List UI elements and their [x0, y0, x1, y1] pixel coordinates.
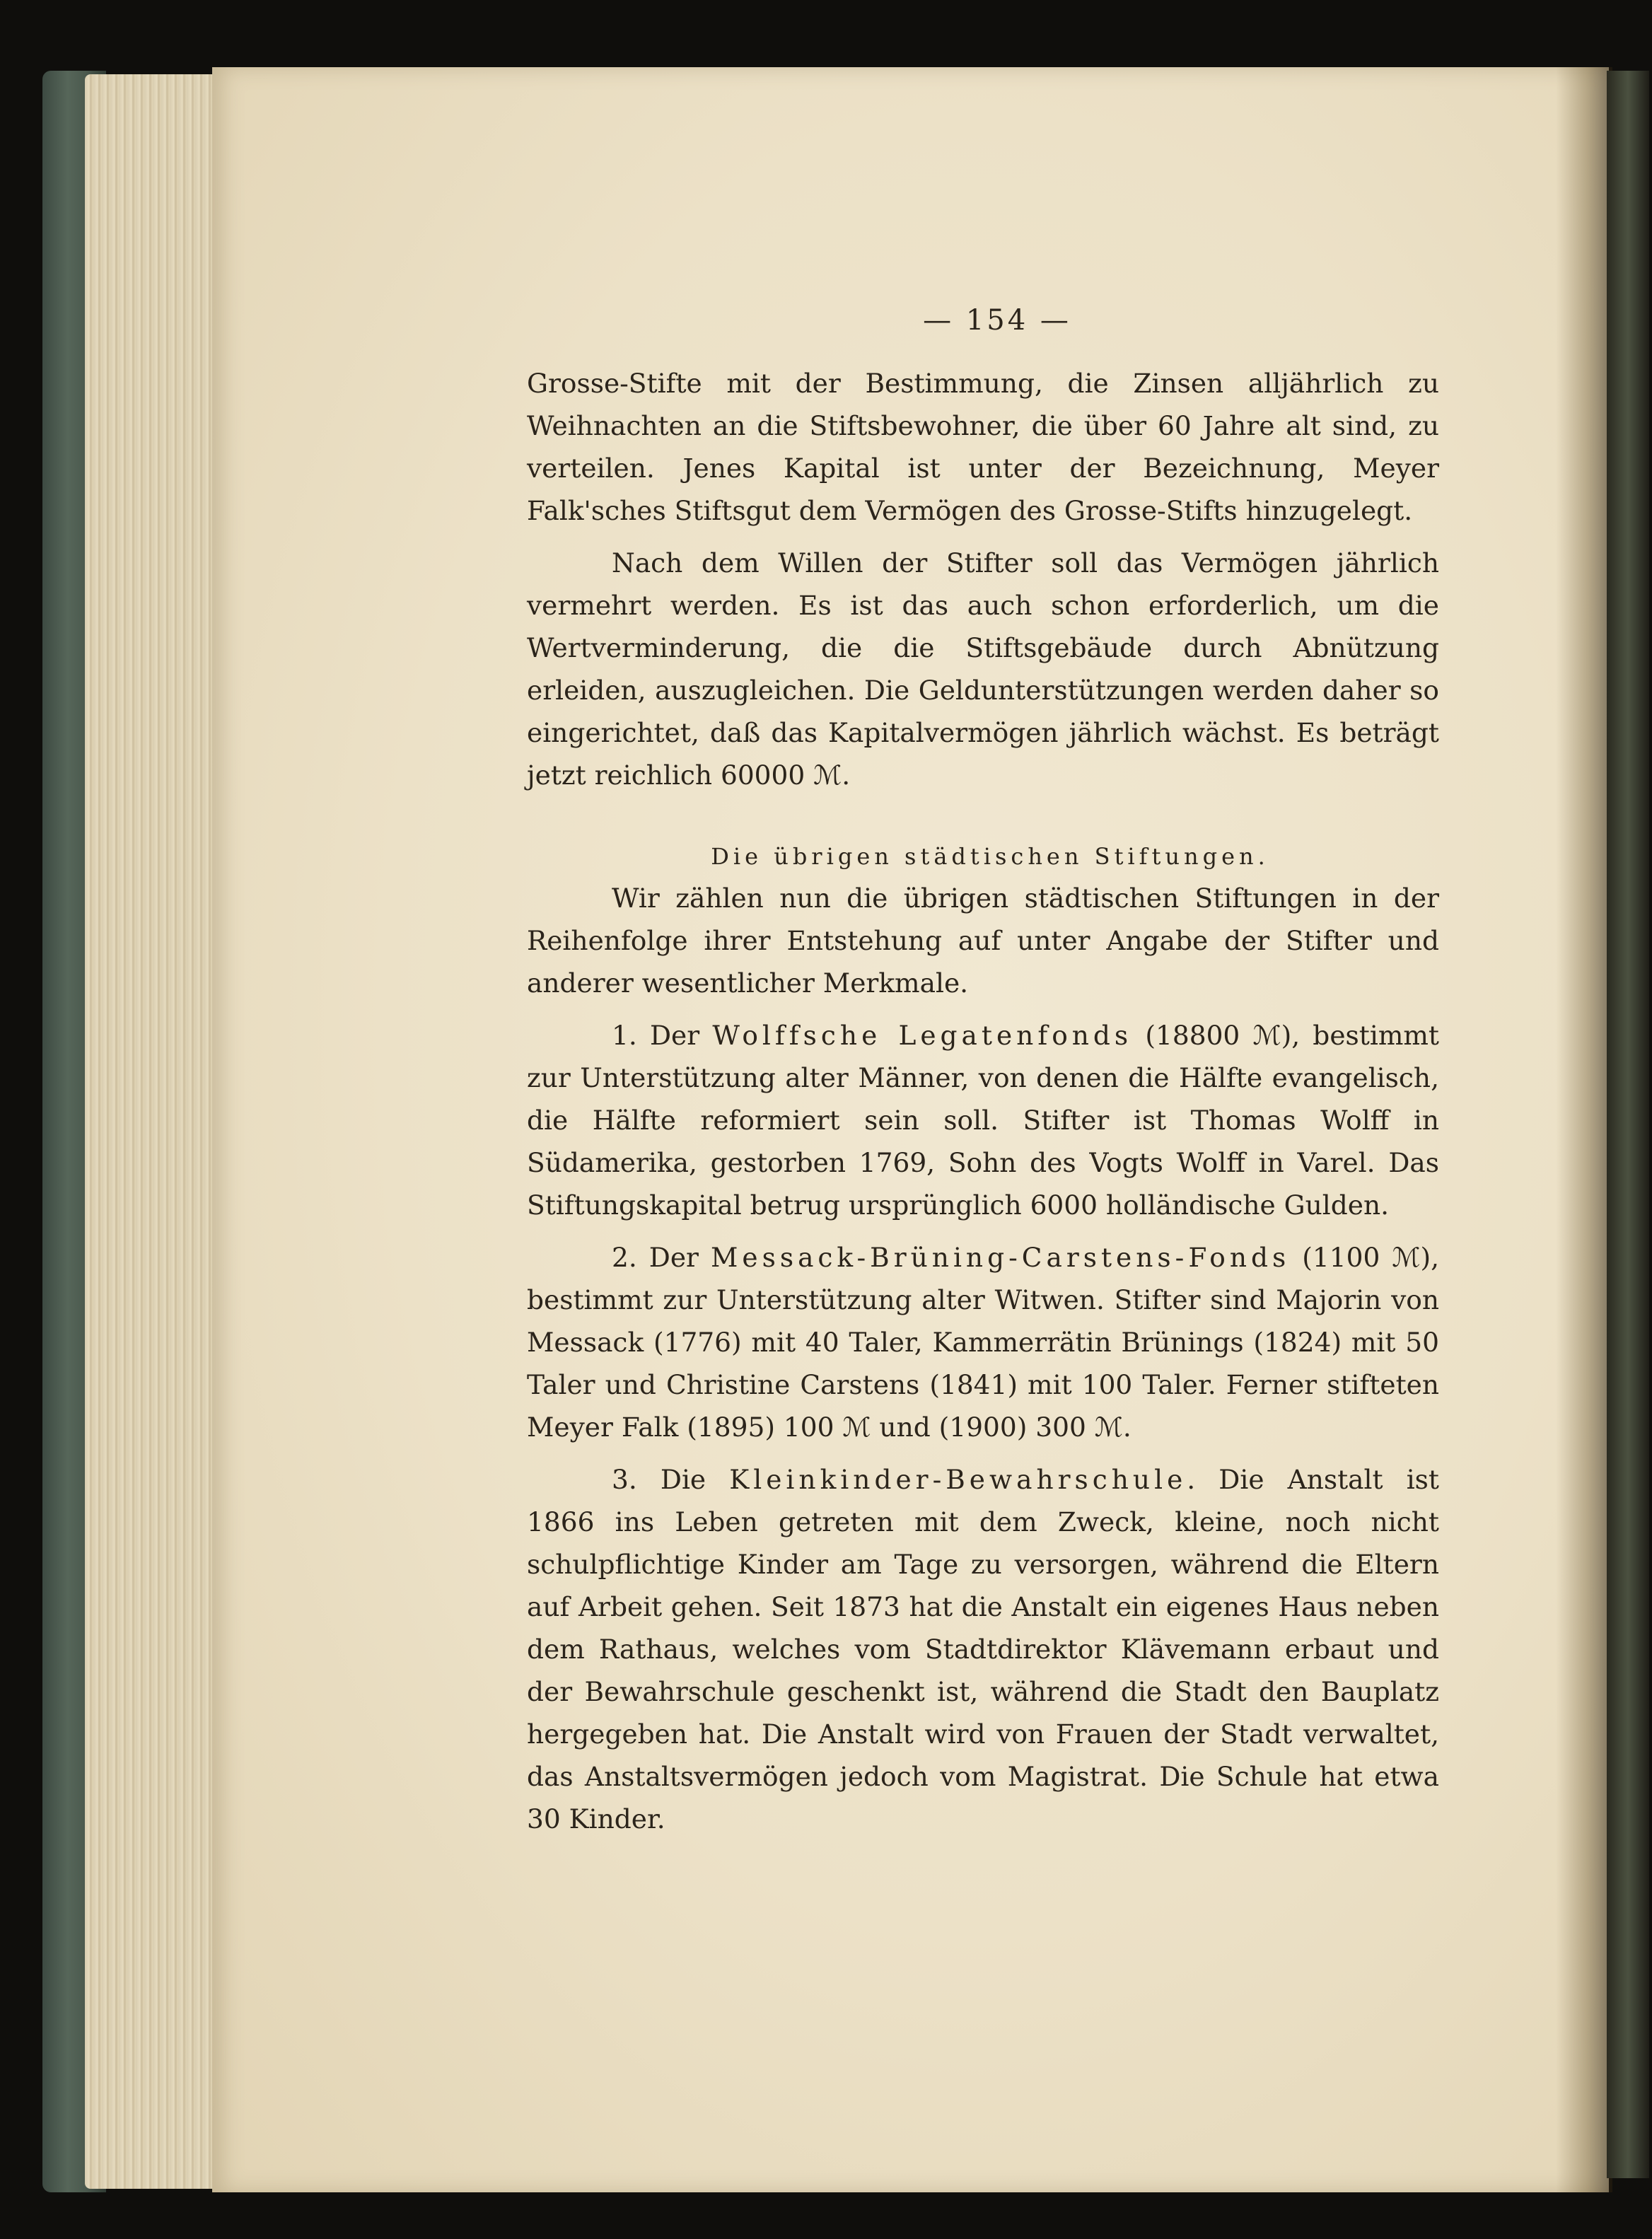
paragraph-grosse-stifte: Grosse-Stifte mit der Bestimmung, die Zinsen alljährlich zu Weihnachten an die Stiftsbewohner, die über 60 Jahre alt sind, zu verteilen. Jenes Kapital ist unter der Bezeichnung, Meyer Falk'sches Stiftsgut dem Vermögen des Grosse-Stifts hinzugelegt.	[527, 368, 1439, 526]
entry-lead: 1. Der	[612, 1020, 713, 1051]
page-gutter-shadow	[1556, 67, 1612, 2192]
entry-lead: 3. Die	[612, 1464, 730, 1495]
entry-title: Kleinkinder-Bewahrschule	[729, 1464, 1187, 1495]
entry-body: . Die Anstalt ist 1866 ins Leben getreten mit dem Zweck, kleine, noch nicht schulpflichtige Kinder am Tage zu versorgen, während die Eltern auf Arbeit gehen. Seit 1873 hat die Anstalt ein eigenes Haus neben dem Rathaus, welches vom Stadtdirektor Klävemann erbaut und der Bewahrschule geschenkt ist, während die Stadt den Bauplatz hergegeben hat. Die Anstalt wird von Frauen der Stadt verwaltet, das Anstaltsvermögen jedoch vom Magistrat. Die Schule hat etwa 30 Kinder.	[527, 1464, 1439, 1834]
paragraph-intro-stiftungen: Wir zählen nun die übrigen städtischen Stiftungen in der Reihenfolge ihrer Entstehung auf unter Angabe der Stifter und anderer wesentlicher Merkmale.	[527, 883, 1439, 999]
paragraph-stiftsvermoegen: Nach dem Willen der Stifter soll das Vermögen jährlich vermehrt werden. Es ist das auch schon erforderlich, um die Wertverminderung, die die Stiftsgebäude durch Abnützung erleiden, auszugleichen. Die Geldunterstützungen werden daher so eingerichtet, daß das Kapitalvermögen jährlich wächst. Es beträgt jetzt reichlich 60000 ℳ.	[527, 547, 1439, 791]
paragraph-wolffsche-legatenfonds	[527, 1014, 1439, 1226]
page-edges-stack	[85, 74, 226, 2189]
entry-lead: 2. Der	[612, 1242, 711, 1273]
paragraph-messack-fonds	[527, 1236, 1439, 1448]
book-cover-right-edge	[1607, 71, 1649, 2178]
page-text-block	[527, 304, 1439, 1840]
page-number: — 154 —	[923, 304, 1071, 337]
entry-body: (18800 ℳ), bestimmt zur Unterstützung alter Männer, von denen die Hälfte evangelisch, die Hälfte reformiert sein soll. Stifter ist Thomas Wolff in Südamerika, gestorben 1769, Sohn des Vogts Wolff in Varel. Das Stiftungskapital betrug ursprünglich 6000 holländische Gulden.	[527, 1020, 1440, 1221]
section-heading: Die übrigen städtischen Stiftungen.	[711, 843, 1269, 870]
entry-title: Wolffsche Legatenfonds	[712, 1020, 1133, 1051]
entry-title: Messack-Brüning-Carstens-Fonds	[710, 1242, 1291, 1273]
paragraph-kleinkinder-bewahrschule	[527, 1458, 1439, 1840]
entry-body: (1100 ℳ), bestimmt zur Unterstützung alter Witwen. Stifter sind Majorin von Messack (1776) mit 40 Taler, Kammerrätin Brünings (1824) mit 50 Taler und Christine Carstens (1841) mit 100 Taler. Ferner stifteten Meyer Falk (1895) 100 ℳ und (1900) 300 ℳ.	[527, 1242, 1439, 1443]
